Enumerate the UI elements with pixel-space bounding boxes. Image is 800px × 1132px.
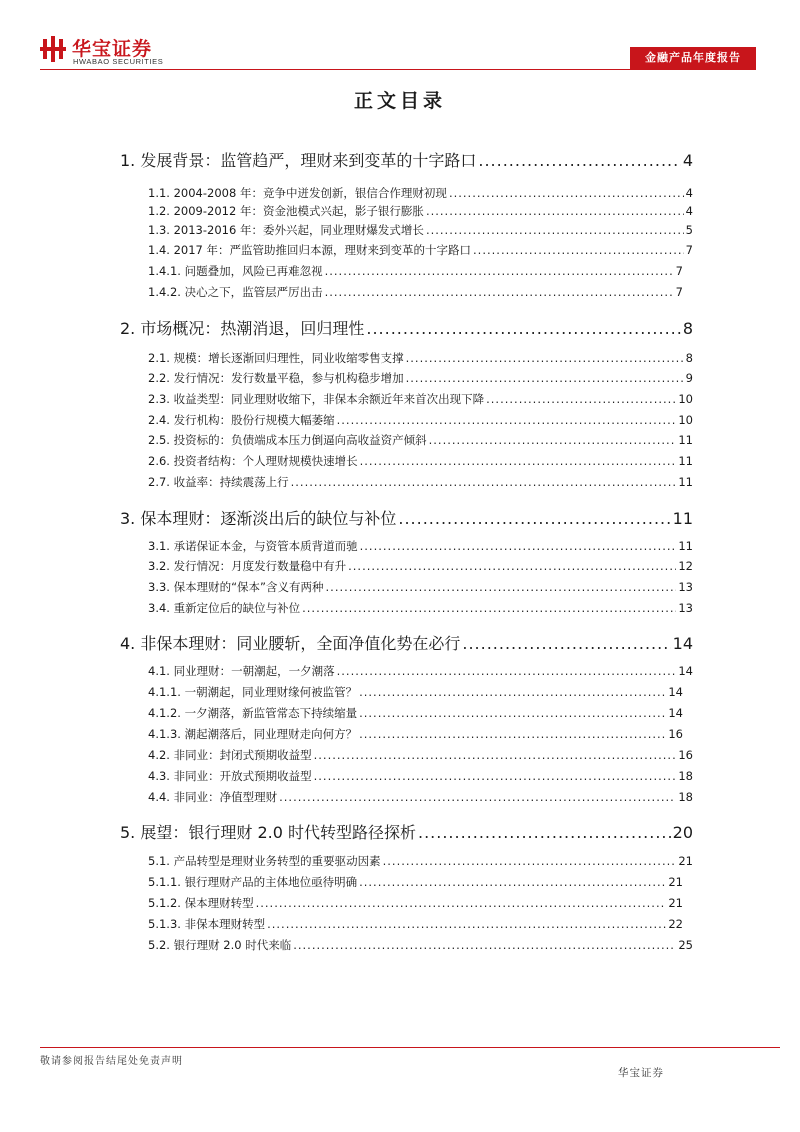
toc-entry-page: 11 <box>678 454 693 468</box>
toc-entry-page: 8 <box>682 319 693 338</box>
toc-leader-dots <box>359 875 666 889</box>
toc-entry-label: 2.6. 投资者结构：个人理财规模快速增长 <box>148 454 358 468</box>
toc-entry-label: 1.2. 2009-2012 年：资金池模式兴起，影子银行膨胀 <box>148 204 424 218</box>
toc-entry-label: 4.1. 同业理财：一朝潮起，一夕潮落 <box>148 664 335 678</box>
toc-entry[interactable] <box>148 789 693 805</box>
toc-leader-dots <box>267 917 666 931</box>
page-title: 正文目录 <box>353 90 446 112</box>
toc-entry-page: 4 <box>682 151 693 170</box>
toc-entry-page: 14 <box>668 706 683 720</box>
toc-leader-dots <box>462 634 670 653</box>
toc-leader-dots <box>478 151 680 170</box>
toc-entry-label: 1. 发展背景：监管趋严，理财来到变革的十字路口 <box>120 151 477 170</box>
toc-entry[interactable] <box>148 284 683 300</box>
toc-entry-label: 1.1. 2004-2008 年：竞争中迸发创新，银信合作理财初现 <box>148 186 447 200</box>
toc-leader-dots <box>486 392 676 406</box>
toc-entry-page: 7 <box>675 264 683 278</box>
toc-entry-page: 11 <box>672 509 693 528</box>
toc-leader-dots <box>426 223 684 237</box>
toc-entry[interactable] <box>148 185 693 201</box>
toc-entry[interactable] <box>120 506 693 529</box>
toc-entry-page: 20 <box>672 823 693 842</box>
toc-entry[interactable] <box>148 916 683 932</box>
toc-entry-label: 4.3. 非同业：开放式预期收益型 <box>148 769 312 783</box>
toc-entry-label: 1.4. 2017 年：严监管助推回归本源，理财来到变革的十字路口 <box>148 243 472 257</box>
toc-entry-page: 18 <box>678 769 693 783</box>
toc-entry-label: 2. 市场概况：热潮消退，回归理性 <box>120 319 365 338</box>
toc-leader-dots <box>359 706 666 720</box>
toc-entry[interactable] <box>148 705 683 721</box>
toc-entry-page: 7 <box>685 243 693 257</box>
toc-entry-label: 4.2. 非同业：封闭式预期收益型 <box>148 748 312 762</box>
toc-entry-label: 3.1. 承诺保证本金，与资管本质背道而驰 <box>148 539 358 553</box>
toc-entry-page: 16 <box>668 727 683 741</box>
toc-entry-label: 1.4.1. 问题叠加，风险已再难忽视 <box>148 264 323 278</box>
brand-logo-icon <box>40 36 66 62</box>
footer-divider <box>40 1047 780 1048</box>
toc-leader-dots <box>337 664 677 678</box>
toc-entry-label: 4.1.3. 潮起潮落后，同业理财走向何方？ <box>148 727 358 741</box>
toc-leader-dots <box>359 685 666 699</box>
toc-entry-label: 3.2. 发行情况：月度发行数量稳中有升 <box>148 559 347 573</box>
toc-leader-dots <box>449 186 684 200</box>
toc-entry-page: 12 <box>678 559 693 573</box>
toc-entry-label: 5.1.1. 银行理财产品的主体地位亟待明确 <box>148 875 358 889</box>
toc-leader-dots <box>398 509 670 528</box>
toc-entry-page: 18 <box>678 790 693 804</box>
toc-entry[interactable] <box>148 747 693 763</box>
toc-entry-page: 22 <box>668 917 683 931</box>
toc-entry[interactable] <box>148 937 693 953</box>
toc-entry-page: 7 <box>675 285 683 299</box>
toc-entry-label: 3.4. 重新定位后的缺位与补位 <box>148 601 301 615</box>
toc-entry-label: 5. 展望：银行理财 2.0 时代转型路径探析 <box>120 823 416 842</box>
report-type-tag: 金融产品年度报告 <box>630 47 756 69</box>
toc-entry[interactable] <box>148 350 693 366</box>
footer-brand: 华宝证券 <box>618 1067 664 1079</box>
toc-entry-label: 4. 非保本理财：同业腰斩，全面净值化势在必行 <box>120 634 461 653</box>
toc-leader-dots <box>473 243 684 257</box>
toc-entry[interactable] <box>148 222 693 238</box>
toc-entry-label: 3.3. 保本理财的“保本”含义有两种 <box>148 580 324 594</box>
toc-entry-page: 5 <box>685 223 693 237</box>
toc-leader-dots <box>360 454 677 468</box>
toc-entry-page: 4 <box>685 204 693 218</box>
toc-entry[interactable] <box>148 663 693 679</box>
toc-entry-label: 4.1.1. 一朝潮起，同业理财缘何被监管？ <box>148 685 358 699</box>
toc-entry-page: 8 <box>685 351 693 365</box>
toc-leader-dots <box>359 727 666 741</box>
toc-leader-dots <box>279 790 676 804</box>
toc-leader-dots <box>426 204 684 218</box>
toc-leader-dots <box>348 559 676 573</box>
toc-entry-page: 25 <box>678 938 693 952</box>
toc-entry-label: 2.5. 投资标的：负债端成本压力倒逼向高收益资产倾斜 <box>148 433 427 447</box>
toc-entry[interactable] <box>148 263 683 279</box>
toc-entry-page: 9 <box>685 371 693 385</box>
toc-entry-label: 5.1.2. 保本理财转型 <box>148 896 254 910</box>
toc-entry-page: 11 <box>678 475 693 489</box>
toc-entry-page: 11 <box>678 433 693 447</box>
brand-logo <box>40 34 200 68</box>
toc-entry-page: 14 <box>668 685 683 699</box>
toc-leader-dots <box>406 351 684 365</box>
toc-entry-label: 4.1.2. 一夕潮落，新监管常态下持续缩量 <box>148 706 358 720</box>
toc-entry-page: 21 <box>668 896 683 910</box>
toc-entry[interactable] <box>148 600 693 616</box>
toc-entry[interactable] <box>148 370 693 386</box>
brand-name-cn: 华宝证券 <box>72 38 153 60</box>
toc-entry[interactable] <box>148 558 693 574</box>
toc-entry[interactable] <box>148 391 693 407</box>
toc-leader-dots <box>383 854 677 868</box>
toc-entry[interactable] <box>120 631 693 654</box>
toc-entry-page: 11 <box>678 539 693 553</box>
footer-disclaimer: 敬请参阅报告结尾处免责声明 <box>40 1056 183 1067</box>
toc-leader-dots <box>366 319 680 338</box>
toc-entry-page: 14 <box>678 664 693 678</box>
toc-entry-label: 5.1. 产品转型是理财业务转型的重要驱动因素 <box>148 854 381 868</box>
toc-leader-dots <box>314 769 677 783</box>
toc-entry[interactable] <box>148 895 683 911</box>
toc-entry-page: 21 <box>678 854 693 868</box>
toc-entry[interactable] <box>148 453 693 469</box>
toc-entry-page: 21 <box>668 875 683 889</box>
toc-entry[interactable] <box>148 538 693 554</box>
toc-entry[interactable] <box>148 684 683 700</box>
toc-entry-page: 13 <box>678 601 693 615</box>
toc-entry[interactable] <box>148 768 693 784</box>
toc-entry[interactable] <box>148 242 693 258</box>
brand-name-en: HWABAO SECURITIES <box>73 57 164 66</box>
toc-entry[interactable] <box>148 874 683 890</box>
toc-leader-dots <box>325 264 674 278</box>
toc-entry[interactable] <box>148 726 683 742</box>
toc-leader-dots <box>293 938 676 952</box>
toc-entry-label: 2.4. 发行机构：股份行规模大幅萎缩 <box>148 413 335 427</box>
toc-entry-label: 4.4. 非同业：净值型理财 <box>148 790 278 804</box>
toc-entry[interactable] <box>148 203 693 219</box>
toc-entry-label: 1.3. 2013-2016 年：委外兴起，同业理财爆发式增长 <box>148 223 424 237</box>
toc-entry-label: 3. 保本理财：逐渐淡出后的缺位与补位 <box>120 509 397 528</box>
toc-entry-label: 5.2. 银行理财 2.0 时代来临 <box>148 938 292 952</box>
toc-leader-dots <box>291 475 677 489</box>
toc-entry-page: 13 <box>678 580 693 594</box>
toc-entry[interactable] <box>148 579 693 595</box>
toc-entry-label: 2.7. 收益率：持续震荡上行 <box>148 475 289 489</box>
toc-entry-label: 2.3. 收益类型：同业理财收缩下，非保本余额近年来首次出现下降 <box>148 392 485 406</box>
toc-leader-dots <box>256 896 667 910</box>
toc-entry[interactable] <box>120 148 693 171</box>
toc-entry-label: 5.1.3. 非保本理财转型 <box>148 917 266 931</box>
toc-leader-dots <box>360 539 677 553</box>
toc-entry[interactable] <box>120 316 693 339</box>
toc-entry-label: 2.1. 规模：增长逐渐回归理性，同业收缩零售支撑 <box>148 351 404 365</box>
header-divider <box>40 69 756 70</box>
toc-entry-page: 14 <box>672 634 693 653</box>
toc-entry[interactable] <box>148 412 693 428</box>
toc-leader-dots <box>337 413 677 427</box>
toc-entry-page: 10 <box>678 413 693 427</box>
toc-leader-dots <box>418 823 671 842</box>
toc-entry-label: 2.2. 发行情况：发行数量平稳，参与机构稳步增加 <box>148 371 404 385</box>
toc-entry-label: 1.4.2. 决心之下，监管层严厉出击 <box>148 285 323 299</box>
toc-entry[interactable] <box>148 474 693 490</box>
toc-entry[interactable] <box>120 820 693 843</box>
toc-leader-dots <box>302 601 676 615</box>
toc-entry[interactable] <box>148 432 693 448</box>
toc-leader-dots <box>314 748 677 762</box>
toc-entry-page: 10 <box>678 392 693 406</box>
toc-leader-dots <box>406 371 684 385</box>
toc-entry-page: 4 <box>685 186 693 200</box>
toc-entry[interactable] <box>148 853 693 869</box>
toc-entry-page: 16 <box>678 748 693 762</box>
toc-leader-dots <box>326 580 677 594</box>
toc-leader-dots <box>429 433 677 447</box>
toc-leader-dots <box>325 285 674 299</box>
